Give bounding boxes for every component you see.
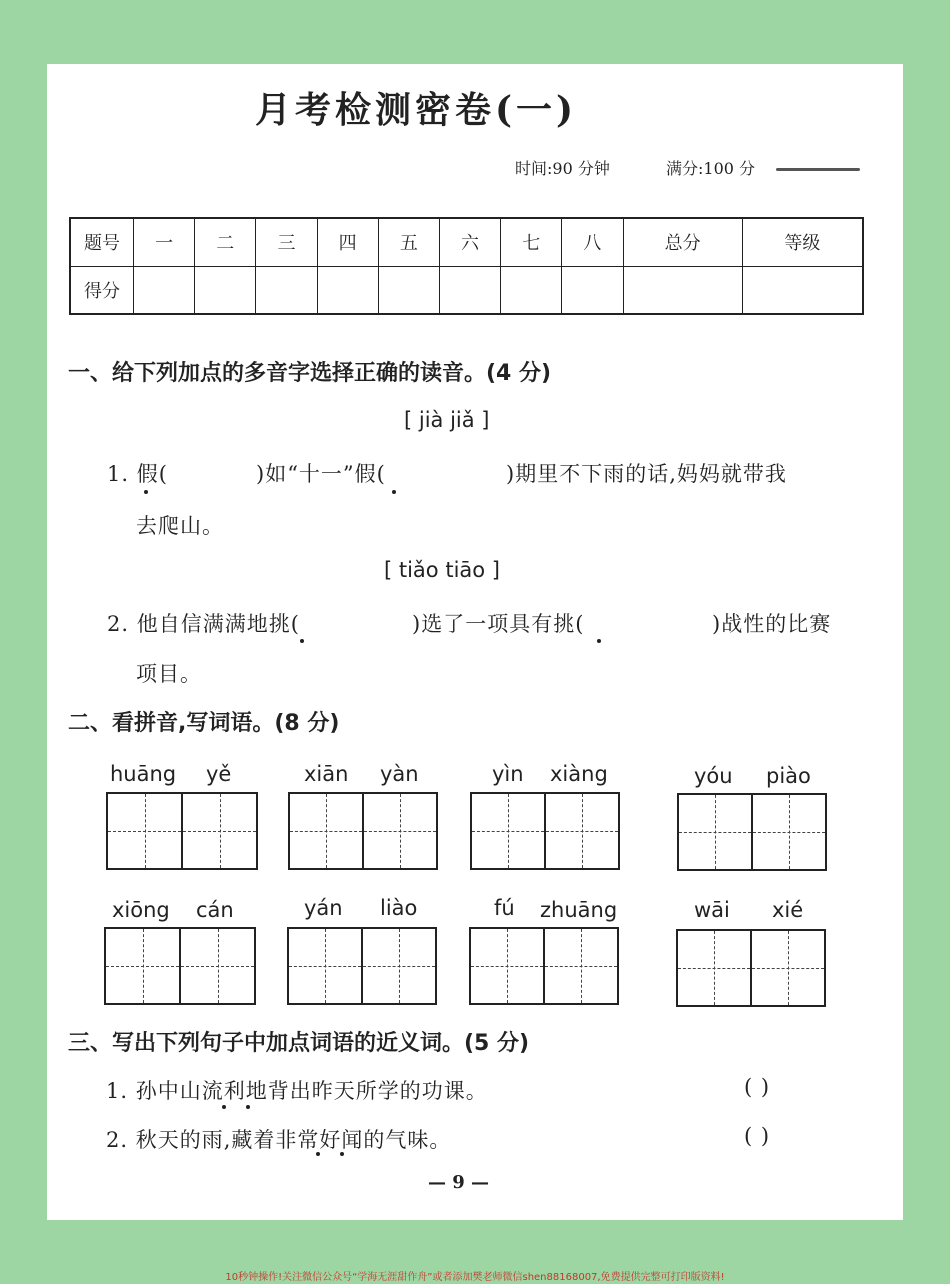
pinyin: fú bbox=[494, 896, 515, 920]
header-cell: 等级 bbox=[742, 218, 863, 266]
pinyin: xiōng bbox=[112, 898, 170, 922]
pinyin: xiān bbox=[304, 762, 349, 786]
score-cell[interactable] bbox=[378, 266, 439, 314]
header-cell: 二 bbox=[195, 218, 256, 266]
emphasis-dot bbox=[597, 639, 601, 643]
pinyin: liào bbox=[380, 896, 418, 920]
pinyin: yě bbox=[206, 762, 232, 786]
section1-heading: 一、给下列加点的多音字选择正确的读音。(4 分) bbox=[68, 361, 552, 386]
pinyin: zhuāng bbox=[540, 898, 618, 922]
score-cell[interactable] bbox=[195, 266, 256, 314]
q2-text-c: )战性的比赛 bbox=[712, 612, 832, 636]
header-cell: 一 bbox=[134, 218, 195, 266]
q1-text-d: 去爬山。 bbox=[136, 514, 224, 538]
pinyin: piào bbox=[766, 764, 811, 788]
writing-grid[interactable] bbox=[287, 927, 437, 1005]
pinyin: yóu bbox=[694, 764, 733, 788]
score-cell[interactable] bbox=[256, 266, 317, 314]
pinyin: cán bbox=[196, 898, 234, 922]
pinyin: xié bbox=[772, 898, 804, 922]
emphasis-dot bbox=[222, 1105, 226, 1109]
q1-pinyin-options: [ jià jiǎ ] bbox=[404, 408, 490, 432]
writing-grid[interactable] bbox=[469, 927, 619, 1005]
row-label-score: 得分 bbox=[70, 266, 134, 314]
emphasis-dot bbox=[316, 1152, 320, 1156]
q2-text-d: 项目。 bbox=[136, 662, 202, 686]
meta-underline bbox=[776, 168, 860, 171]
answer-paren[interactable]: ( ) bbox=[744, 1124, 771, 1148]
score-table bbox=[69, 217, 864, 315]
score-cell[interactable] bbox=[317, 266, 378, 314]
writing-grid[interactable] bbox=[288, 792, 438, 870]
s3-q2-text: 2. 秋天的雨,藏着非常好闻的气味。 bbox=[106, 1128, 452, 1152]
q1-text-c: )期里不下雨的话,妈妈就带我 bbox=[506, 462, 787, 486]
writing-grid[interactable] bbox=[104, 927, 256, 1005]
score-cell[interactable] bbox=[742, 266, 863, 314]
time-limit: 时间:90 分钟 bbox=[515, 159, 610, 178]
exam-title: 月考检测密卷(一) bbox=[255, 89, 578, 131]
pinyin: yán bbox=[304, 896, 343, 920]
answer-paren[interactable]: ( ) bbox=[744, 1075, 771, 1099]
pinyin: wāi bbox=[694, 898, 730, 922]
score-table-score-row bbox=[70, 266, 863, 314]
pinyin: huāng bbox=[110, 762, 177, 786]
emphasis-dot bbox=[340, 1152, 344, 1156]
section2-heading: 二、看拼音,写词语。(8 分) bbox=[68, 711, 340, 736]
pinyin: yàn bbox=[380, 762, 419, 786]
header-cell: 三 bbox=[256, 218, 317, 266]
q2-text-a: 2. 他自信满满地挑( bbox=[107, 612, 300, 636]
emphasis-dot bbox=[144, 490, 148, 494]
q2-text-b: )选了一项具有挑( bbox=[412, 612, 585, 636]
score-table-header-row bbox=[70, 218, 863, 266]
header-cell: 七 bbox=[501, 218, 562, 266]
page-number: — 9 — bbox=[428, 1172, 490, 1193]
emphasis-dot bbox=[392, 490, 396, 494]
emphasis-dot bbox=[246, 1105, 250, 1109]
q1-text-a: 1. 假( bbox=[107, 462, 168, 486]
header-cell: 五 bbox=[378, 218, 439, 266]
header-cell: 四 bbox=[317, 218, 378, 266]
emphasis-dot bbox=[300, 639, 304, 643]
header-cell: 六 bbox=[439, 218, 500, 266]
score-cell[interactable] bbox=[134, 266, 195, 314]
writing-grid[interactable] bbox=[106, 792, 258, 870]
score-cell[interactable] bbox=[501, 266, 562, 314]
writing-grid[interactable] bbox=[677, 793, 827, 871]
s3-q1-text: 1. 孙中山流利地背出昨天所学的功课。 bbox=[106, 1079, 488, 1103]
pinyin: yìn bbox=[492, 762, 524, 786]
score-cell[interactable] bbox=[439, 266, 500, 314]
q2-pinyin-options: [ tiǎo tiāo ] bbox=[384, 558, 500, 582]
writing-grid[interactable] bbox=[470, 792, 620, 870]
row-label-question: 题号 bbox=[70, 218, 134, 266]
header-cell: 总分 bbox=[623, 218, 742, 266]
header-cell: 八 bbox=[562, 218, 623, 266]
score-cell[interactable] bbox=[562, 266, 623, 314]
score-cell[interactable] bbox=[623, 266, 742, 314]
section3-heading: 三、写出下列句子中加点词语的近义词。(5 分) bbox=[68, 1031, 530, 1056]
pinyin: xiàng bbox=[550, 762, 608, 786]
footer-promo: 10秒钟操作!关注微信公众号“学海无涯甜作舟”或者添加樊老师微信shen88168007,免费提供完整可打印版资料! bbox=[225, 1272, 725, 1283]
writing-grid[interactable] bbox=[676, 929, 826, 1007]
q1-text-b: )如“十一”假( bbox=[256, 462, 386, 486]
full-score: 满分:100 分 bbox=[666, 159, 756, 178]
